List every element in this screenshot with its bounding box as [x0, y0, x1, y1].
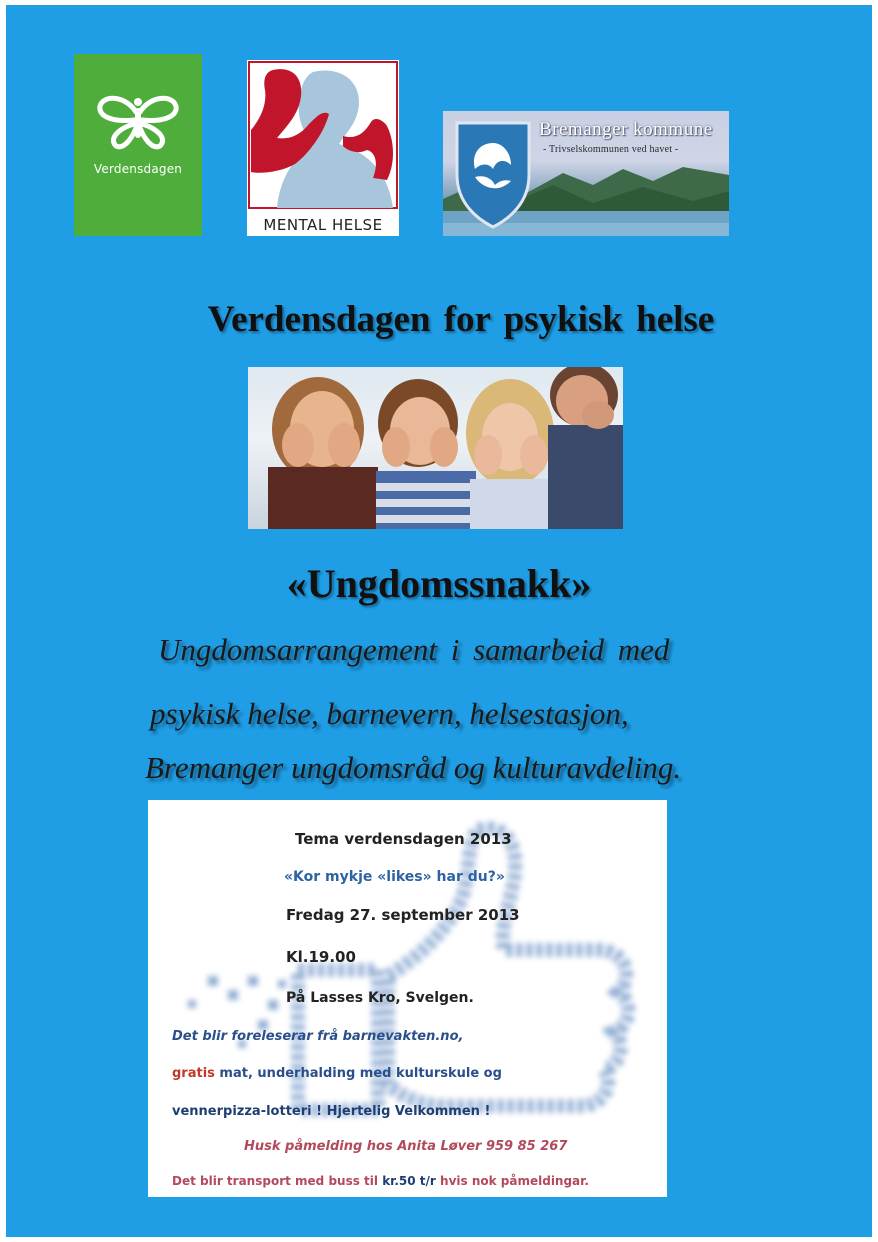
description-line-1: Ungdomsarrangement i samarbeid med [158, 632, 670, 667]
date-text: Fredag 27. september 2013 [286, 906, 520, 924]
mental-helse-logo [247, 60, 399, 236]
transport-part-b: hvis nok påmeldingar. [435, 1174, 589, 1188]
mental-helse-figure-icon [247, 60, 399, 210]
lecturers-text: Det blir foreleserar frå barnevakten.no, [172, 1029, 464, 1044]
butterfly-icon [90, 92, 186, 150]
bremanger-shield-icon [453, 119, 533, 231]
transport-text [172, 1174, 589, 1188]
description-line-2: psykisk helse, barnevern, helsestasjon, [150, 696, 629, 731]
bremanger-motto: - Trivselskommunen ved havet - [543, 144, 679, 155]
transport-price: kr.50 t/r [382, 1174, 436, 1188]
bremanger-kommune-logo [443, 111, 729, 236]
people-photo-icon [248, 367, 623, 529]
verdensdagen-logo-label: Verdensdagen [93, 162, 183, 176]
verdensdagen-logo [74, 54, 202, 236]
bremanger-name: Bremanger kommune [539, 119, 713, 140]
time-text: Kl.19.00 [286, 948, 356, 966]
description-line-3: Bremanger ungdomsråd og kulturavdeling. [145, 750, 682, 785]
signup-text: Husk påmelding hos Anita Løver 959 85 267 [244, 1139, 568, 1154]
theme-text: Tema verdensdagen 2013 [295, 830, 512, 848]
free-word: gratis [172, 1066, 215, 1081]
event-title: «Ungdomssnakk» [286, 561, 592, 606]
poster-headline: Verdensdagen for psykisk helse [207, 299, 715, 340]
event-info-box [148, 800, 667, 1197]
lottery-text: vennerpizza-lotteri ! Hjertelig Velkommen ! [172, 1104, 491, 1119]
teenagers-shouting-photo [248, 367, 623, 529]
food-description: mat, underhalding med kulturskule og [214, 1066, 502, 1081]
question-text: «Kor mykje «likes» har du?» [284, 869, 505, 885]
food-text [172, 1066, 502, 1081]
mental-helse-label: MENTAL HELSE [263, 216, 383, 234]
transport-part-a: Det blir transport med buss til [172, 1174, 383, 1188]
place-text: På Lasses Kro, Svelgen. [286, 990, 474, 1006]
